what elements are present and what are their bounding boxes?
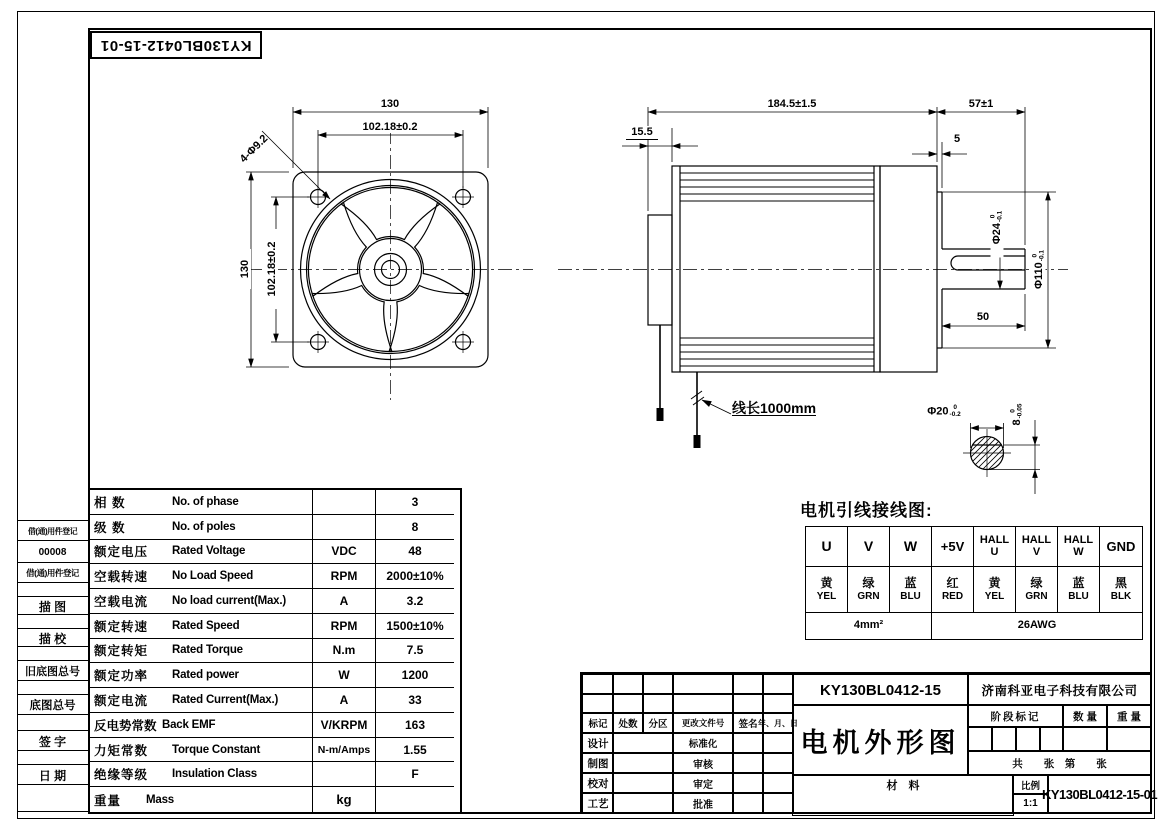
titleblock-empty-cell	[991, 726, 1017, 752]
wiring-color-cell: 黄 YEL	[806, 567, 848, 613]
spec-value-cell: 48	[376, 540, 454, 565]
titleblock-empty-cell	[1062, 726, 1108, 752]
spec-name-cell: 额定转速 Rated Speed	[90, 614, 313, 639]
dim-shaft-length: 50	[968, 311, 998, 323]
spec-value-cell: 3	[376, 490, 454, 515]
spec-name-cell: 绝缘等级 Insulation Class	[90, 762, 313, 787]
spec-unit-cell	[313, 762, 376, 787]
wiring-color-cell: 蓝 BLU	[1058, 567, 1100, 613]
titleblock-weight-label: 重 量	[1106, 704, 1152, 728]
dim-front-bolt-spacing-h: 102.18±0.2	[350, 121, 430, 133]
spec-name-cell: 额定转矩 Rated Torque	[90, 639, 313, 664]
wiring-diagram-title: 电机引线接线图:	[800, 501, 933, 520]
wiring-gauge-left-cell: 4mm²	[806, 613, 932, 639]
spec-name-cell: 力矩常数 Torque Constant	[90, 738, 313, 763]
spec-name-cell: 额定电流 Rated Current(Max.)	[90, 688, 313, 713]
wiring-pin-cell: GND	[1100, 527, 1142, 567]
margin-box-empty	[17, 750, 88, 765]
dim-shaft-diameter: Φ24 0 -0.1	[991, 198, 1004, 258]
titleblock-row-design: 设计	[582, 732, 614, 754]
dim-front-bolt-spacing-v: 102.18±0.2	[266, 229, 278, 309]
titleblock-empty-cell	[967, 726, 993, 752]
dim-front-width: 130	[370, 98, 410, 110]
margin-label-signature: 签 字	[17, 730, 88, 751]
drawing-title: 电机外形图	[792, 704, 969, 776]
titleblock-empty-cell	[732, 693, 764, 714]
titleblock-row-standardization: 标准化	[672, 732, 734, 754]
wiring-pin-cell: HALL U	[974, 527, 1016, 567]
dim-section-flat: 8 0 -0.05	[1009, 403, 1023, 426]
spec-unit-cell: RPM	[313, 564, 376, 589]
spec-unit-cell: N.m	[313, 639, 376, 664]
titleblock-row-review: 审核	[672, 752, 734, 774]
titleblock-header-change-doc: 更改文件号	[672, 712, 734, 734]
titleblock-empty-cell	[612, 772, 674, 794]
margin-label-old-master-no: 旧底图总号	[17, 660, 88, 681]
dim-spigot-depth: 5	[950, 133, 964, 145]
titleblock-header-count: 处数	[612, 712, 644, 734]
wiring-pin-cell: HALL V	[1016, 527, 1058, 567]
spec-name-cell: 重量 Mass	[90, 787, 313, 812]
titleblock-empty-cell	[762, 732, 794, 754]
spec-name-cell: 反电势常数 Back EMF	[90, 713, 313, 738]
titleblock-row-approval: 批准	[672, 792, 734, 814]
front-view-centerlines	[248, 130, 533, 400]
titleblock-stage-mark-label: 阶段标记	[967, 704, 1064, 728]
titleblock-empty-cell	[1106, 726, 1152, 752]
spec-name-cell: 相 数 No. of phase	[90, 490, 313, 515]
titleblock-row-approve-check: 审定	[672, 772, 734, 794]
margin-box-empty	[17, 680, 88, 695]
wiring-color-cell: 蓝 BLU	[890, 567, 932, 613]
margin-box-empty	[17, 582, 88, 597]
spec-table	[88, 488, 462, 814]
titleblock-empty-cell	[642, 674, 674, 695]
spec-unit-cell: W	[313, 663, 376, 688]
wiring-color-cell: 红 RED	[932, 567, 974, 613]
spec-unit-cell	[313, 515, 376, 540]
margin-label-trace-check: 描 校	[17, 628, 88, 647]
titleblock-empty-cell	[1039, 726, 1064, 752]
spec-unit-cell: kg	[313, 787, 376, 812]
margin-label-master-no: 底图总号	[17, 694, 88, 715]
spec-value-cell: F	[376, 762, 454, 787]
margin-box-empty	[17, 784, 88, 812]
margin-box-empty	[17, 714, 88, 731]
titleblock-model-number: KY130BL0412-15	[792, 674, 969, 706]
spec-value-cell: 33	[376, 688, 454, 713]
spec-name-cell: 级 数 No. of poles	[90, 515, 313, 540]
part-number-stamp: KY130BL0412-15-01	[90, 31, 262, 59]
titleblock-empty-cell	[582, 674, 614, 695]
spec-value-cell: 3.2	[376, 589, 454, 614]
titleblock-empty-cell	[612, 752, 674, 774]
titleblock-header-signature: 签名	[732, 712, 764, 734]
spec-value-cell	[376, 787, 454, 812]
margin-label-tracing: 描 图	[17, 596, 88, 615]
titleblock-row-proofread: 校对	[582, 772, 614, 794]
titleblock-empty-cell	[582, 693, 614, 714]
wiring-pin-cell: HALL W	[1058, 527, 1100, 567]
side-view	[648, 166, 1025, 372]
titleblock-empty-cell	[732, 752, 764, 774]
titleblock-empty-cell	[762, 772, 794, 794]
wiring-color-cell: 黑 BLK	[1100, 567, 1142, 613]
titleblock-empty-cell	[612, 732, 674, 754]
spec-name-cell: 空载电流 No load current(Max.)	[90, 589, 313, 614]
wiring-pin-cell: W	[890, 527, 932, 567]
spec-value-cell: 2000±10%	[376, 564, 454, 589]
titleblock-header-date: 年、月、日	[762, 712, 794, 734]
spec-name-cell: 空载转速 No Load Speed	[90, 564, 313, 589]
titleblock-row-drafting: 制图	[582, 752, 614, 774]
spec-unit-cell: V/KRPM	[313, 713, 376, 738]
spec-unit-cell: A	[313, 589, 376, 614]
titleblock-empty-cell	[762, 693, 794, 714]
spec-unit-cell	[313, 490, 376, 515]
titleblock-empty-cell	[762, 792, 794, 814]
titleblock-empty-cell	[762, 674, 794, 695]
titleblock-material-label: 材 料	[792, 774, 1014, 816]
spec-value-cell: 1500±10%	[376, 614, 454, 639]
titleblock-empty-cell	[612, 693, 644, 714]
spec-unit-cell: N-m/Amps	[313, 738, 376, 763]
dim-mounting-holes: 4-Φ9.2	[237, 132, 271, 166]
spec-value-cell: 1200	[376, 663, 454, 688]
dim-shaft-side-length: 57±1	[956, 98, 1006, 110]
spec-value-cell: 163	[376, 713, 454, 738]
spec-unit-cell: A	[313, 688, 376, 713]
wiring-pin-cell: +5V	[932, 527, 974, 567]
spec-value-cell: 7.5	[376, 639, 454, 664]
spec-unit-cell: RPM	[313, 614, 376, 639]
spec-value-cell: 8	[376, 515, 454, 540]
dim-left-section: 15.5	[626, 126, 658, 140]
spec-name-cell: 额定功率 Rated power	[90, 663, 313, 688]
titleblock-empty-cell	[732, 792, 764, 814]
titleblock-row-process: 工艺	[582, 792, 614, 814]
titleblock-quantity-label: 数 量	[1062, 704, 1108, 728]
wiring-gauge-right-cell: 26AWG	[1017, 619, 1057, 632]
titleblock-empty-cell	[612, 674, 644, 695]
titleblock-empty-cell	[732, 674, 764, 695]
shaft-section-detail	[938, 420, 1040, 494]
wiring-pin-cell: V	[848, 527, 890, 567]
titleblock-drawing-number: KY130BL0412-15-01	[1047, 774, 1152, 814]
titleblock-empty-cell	[732, 772, 764, 794]
dim-section-diameter: Φ20 0 -0.2	[927, 404, 961, 418]
titleblock-scale-value: 1:1	[1012, 793, 1049, 814]
margin-label-number: 00008	[17, 540, 88, 563]
margin-label-date: 日 期	[17, 764, 88, 785]
spec-unit-cell: VDC	[313, 540, 376, 565]
wire-length-label: 线长1000mm	[732, 400, 817, 416]
titleblock-empty-cell	[1015, 726, 1041, 752]
titleblock-empty-cell	[672, 693, 734, 714]
titleblock-header-mark: 标记	[582, 712, 614, 734]
wiring-color-cell: 绿 GRN	[1016, 567, 1058, 613]
dim-body-length: 184.5±1.5	[752, 98, 832, 110]
motor-lead-wires	[657, 325, 732, 448]
title-block	[580, 672, 1158, 814]
wiring-color-cell: 绿 GRN	[848, 567, 890, 613]
margin-label-reuse-record-stamp: 借(通)用件登记	[17, 520, 88, 541]
dim-spigot-diameter: Φ110 0 -0.1	[1033, 235, 1046, 305]
spec-name-cell: 额定电压 Rated Voltage	[90, 540, 313, 565]
margin-label-reuse-record: 借(通)用件登记	[17, 562, 88, 583]
wiring-table	[805, 526, 1143, 640]
titleblock-empty-cell	[672, 674, 734, 695]
front-view-dimensions	[246, 107, 488, 367]
spec-value-cell: 1.55	[376, 738, 454, 763]
wiring-color-cell: 黄 YEL	[974, 567, 1016, 613]
dim-front-height: 130	[239, 249, 251, 289]
titleblock-header-zone: 分区	[642, 712, 674, 734]
titleblock-company-name: 济南科亚电子科技有限公司	[967, 674, 1152, 706]
titleblock-sheet-count: 共 张 第 张	[967, 750, 1152, 776]
margin-box-empty	[17, 646, 88, 661]
titleblock-empty-cell	[642, 693, 674, 714]
titleblock-empty-cell	[762, 752, 794, 774]
titleblock-empty-cell	[612, 792, 674, 814]
titleblock-scale-label: 比例	[1012, 774, 1049, 795]
wiring-pin-cell: U	[806, 527, 848, 567]
margin-box-empty	[17, 614, 88, 629]
titleblock-empty-cell	[732, 732, 764, 754]
